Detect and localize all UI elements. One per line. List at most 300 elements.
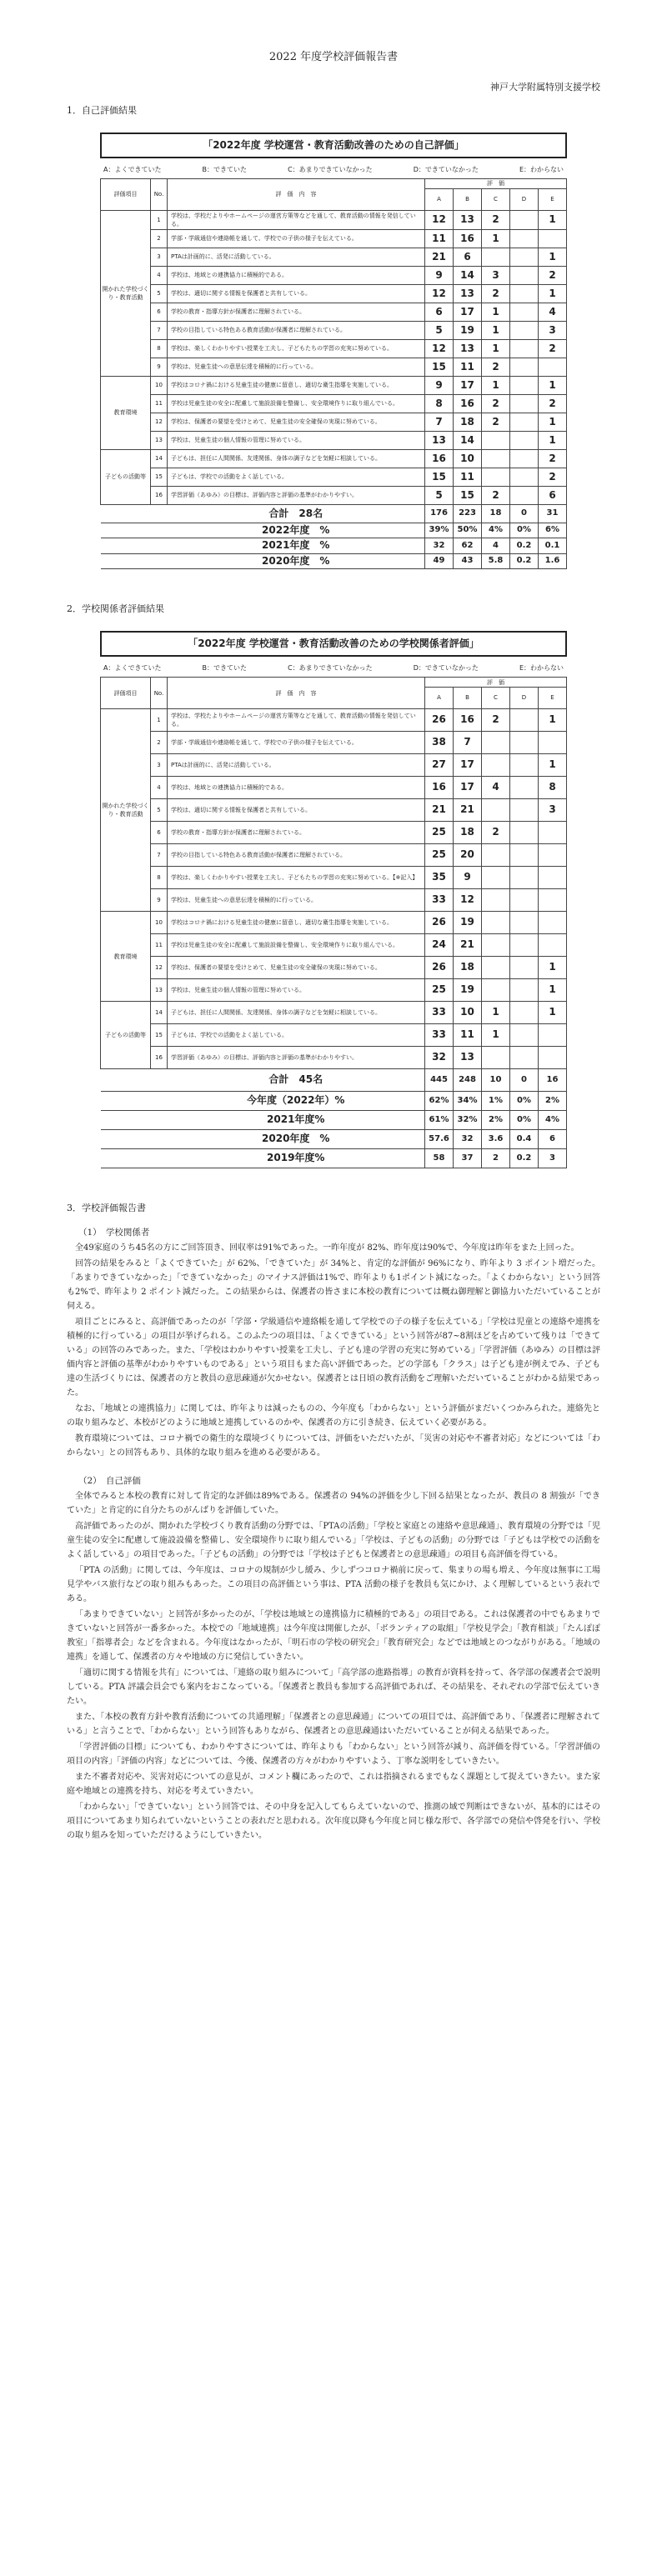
item-question: 学習評価（あゆみ）の目標は、評価内容と評価の基準がわかりやすい。 — [168, 486, 425, 504]
summary-value: 37 — [454, 1149, 482, 1168]
item-number: 14 — [151, 1002, 168, 1024]
summary-row — [101, 1069, 567, 1092]
item-value — [510, 376, 539, 394]
item-number: 2 — [151, 732, 168, 754]
summary-value: 5.8 — [482, 553, 510, 568]
summary-value: 16 — [539, 1069, 567, 1092]
item-number: 15 — [151, 468, 168, 486]
summary-value: 445 — [425, 1069, 454, 1092]
item-number: 9 — [151, 889, 168, 912]
item-value: 2 — [482, 358, 510, 376]
table-row — [101, 822, 567, 844]
header-col-b: B — [454, 188, 482, 210]
item-value: 1 — [539, 376, 567, 394]
item-value: 2 — [539, 339, 567, 358]
summary-value: 4 — [482, 538, 510, 553]
item-question: 学校は、地域との連携協力に積極的である。 — [168, 266, 425, 284]
summary-value: 248 — [454, 1069, 482, 1092]
subsection-stakeholder-heading: （1） 学校関係者 — [78, 1228, 150, 1238]
item-value: 10 — [454, 1002, 482, 1024]
summary-label: 2020年度 % — [101, 1130, 425, 1149]
item-value: 1 — [539, 1002, 567, 1024]
category-label: 子どもの活動等 — [101, 449, 151, 504]
item-number: 5 — [151, 284, 168, 303]
item-value: 17 — [454, 754, 482, 777]
item-value: 9 — [425, 376, 454, 394]
school-name: 神戸大学附属特別支援学校 — [490, 81, 600, 93]
item-value — [510, 754, 539, 777]
summary-value: 3.6 — [482, 1130, 510, 1149]
table-row — [101, 1002, 567, 1024]
item-question: 学校はコロナ禍における児童生徒の健康に留意し、適切な衛生指導を実施している。 — [168, 912, 425, 934]
item-value: 38 — [425, 732, 454, 754]
item-question: 子どもは、担任に人間関係、友達関係、身体の調子などを気軽に相談している。 — [168, 1002, 425, 1024]
item-value: 9 — [425, 266, 454, 284]
summary-value: 62 — [454, 538, 482, 553]
paragraph: 項目ごとにみると、高評価であったのが「学部・学級通信や連絡帳を通して学校での子の様子を伝えている」「学校は児童との連絡や連携を積極的に行っている」の項目が挙げられる。このふたつの項目は、「よくできている」という回答が87~8割ほどを占めていて残りは「できている」の回答のみであった。また、「学校はわかりやすい授業を工夫し、子ども達の学習の充実に努めている」「学習評価（あゆみ）の目標は評価内容と評価の基準がわかりやすいものである」という項目もまた高い評価であった。どの学部も「クラス」は子ども達が例えでみ、子ども達の生活づくりには、保護者の方と教員の意思疎通が欠かせない。保護者とは日頃の教育活動をご理解いただいていることがわかる結果であった。 — [67, 1318, 600, 1398]
table-row — [101, 799, 567, 822]
item-value: 21 — [454, 799, 482, 822]
table-row — [101, 867, 567, 889]
item-value — [482, 979, 510, 1002]
item-value: 1 — [539, 413, 567, 431]
table-row — [101, 486, 567, 504]
header-col-c: C — [482, 188, 510, 210]
category-label: 開かれた学校づくり・教育活動 — [101, 210, 151, 376]
summary-value: 1.6 — [539, 553, 567, 568]
summary-label: 2021年度% — [101, 1111, 425, 1130]
item-number: 6 — [151, 303, 168, 321]
legend-item: A：よくできていた — [103, 664, 162, 673]
item-value — [482, 431, 510, 449]
item-value: 35 — [425, 867, 454, 889]
summary-value: 39% — [425, 523, 454, 538]
legend-item: C：あまりできていなかった — [288, 166, 373, 174]
item-value: 16 — [425, 777, 454, 799]
item-number: 1 — [151, 709, 168, 732]
item-value: 17 — [454, 303, 482, 321]
item-value — [510, 777, 539, 799]
item-question: 学部・学級通信や連絡帳を通して、学校での子供の様子を伝えている。 — [168, 732, 425, 754]
legend-item: C：あまりできていなかった — [288, 664, 373, 673]
summary-label: 今年度（2022年）% — [101, 1092, 425, 1111]
item-question: 学校は児童生徒の安全に配慮して施設設備を整備し、安全環境作りに取り組んでいる。 — [168, 394, 425, 413]
summary-value: 10 — [482, 1069, 510, 1092]
item-value — [510, 1024, 539, 1047]
item-value: 21 — [425, 248, 454, 266]
legend-item: D：できていなかった — [413, 166, 479, 174]
item-value: 1 — [539, 284, 567, 303]
item-value: 12 — [425, 284, 454, 303]
item-number: 13 — [151, 431, 168, 449]
item-value: 20 — [454, 844, 482, 867]
legend-item: B：できていた — [202, 664, 248, 673]
self-report-text — [67, 1489, 600, 1843]
item-value — [539, 358, 567, 376]
paragraph: 高評価であったのが、開かれた学校づくり教育活動の分野では、「PTAの活動」「学校と家庭との連絡や意思疎通」、教育環境の分野では「児童生徒の安全に配慮して施設設備を整備し、安全環境作りに取り組んでいる」「学校は、子どもの活動」の分野では「子どもは学校での活動をよく話している」の項目であった。「子どもの活動」の分野では「学校は子どもと保護者との意思疎通」の項目も高評価を得ている。 — [67, 1522, 600, 1560]
summary-value: 2% — [539, 1092, 567, 1111]
item-value: 5 — [425, 321, 454, 339]
item-value: 33 — [425, 889, 454, 912]
item-question: 学校は、地域との連携協力に積極的である。 — [168, 777, 425, 799]
item-value: 1 — [539, 248, 567, 266]
table-row — [101, 339, 567, 358]
table-row — [101, 844, 567, 867]
legend-item: E：わからない — [519, 664, 564, 673]
table-row — [101, 709, 567, 732]
item-value — [510, 709, 539, 732]
table-row — [101, 957, 567, 979]
item-value: 17 — [454, 376, 482, 394]
item-value: 11 — [454, 358, 482, 376]
table-row — [101, 210, 567, 229]
item-number: 10 — [151, 912, 168, 934]
item-value — [510, 889, 539, 912]
paragraph: 「学習評価の目標」についても、わかりやすさについては、昨年よりも「わからない」という回答が減り、高評価を得ている。「学習評価の項目の内容」「評価の内容」などについては、今後、保護者の方々がわかりやすいよう、丁寧な説明をしていきたい。 — [67, 1743, 600, 1767]
summary-row — [101, 553, 567, 568]
header-col-d: D — [510, 188, 539, 210]
document-title: 2022 年度学校評価報告書 — [268, 51, 399, 63]
item-value — [482, 799, 510, 822]
category-label: 子どもの活動等 — [101, 1002, 151, 1069]
item-value: 12 — [454, 889, 482, 912]
summary-label: 2021年度 % — [101, 538, 425, 553]
table-row — [101, 284, 567, 303]
item-question: 学校の目指している特色ある教育活動が保護者に理解されている。 — [168, 321, 425, 339]
item-value: 3 — [539, 799, 567, 822]
item-value: 6 — [425, 303, 454, 321]
item-value: 2 — [539, 266, 567, 284]
item-question: 学習評価（あゆみ）の目標は、評価内容と評価の基準がわかりやすい。 — [168, 1047, 425, 1069]
item-value: 2 — [482, 413, 510, 431]
item-value: 5 — [425, 486, 454, 504]
header-evaluation: 評 価 — [425, 178, 567, 188]
item-value: 19 — [454, 912, 482, 934]
item-value: 11 — [454, 468, 482, 486]
item-value: 1 — [482, 1002, 510, 1024]
summary-row — [101, 538, 567, 553]
summary-value: 34% — [454, 1092, 482, 1111]
table-row — [101, 1024, 567, 1047]
category-label: 教育環境 — [101, 376, 151, 449]
summary-value: 62% — [425, 1092, 454, 1111]
item-value — [482, 934, 510, 957]
paragraph: 回答の結果をみると「よくできていた」が 62%、「できていた」が 34%と、肯定的な評価が 96%になり、昨年より 3 ポイント増だった。「あまりできていなかった」「できていなかった」のマイナス評価は1%で、昨年よりも1ポイント減になった。「よくわからない」という回答も2%で、昨年より 2 ポイント減だった。この結果からは、保護者の皆さまに本校の教育については概ね御理解と御協力いただいていることが伺える。 — [67, 1259, 600, 1312]
item-value: 12 — [425, 210, 454, 229]
item-value: 26 — [425, 957, 454, 979]
item-value: 13 — [454, 210, 482, 229]
summary-label: 2020年度 % — [101, 553, 425, 568]
item-value: 25 — [425, 979, 454, 1002]
summary-row — [101, 1130, 567, 1149]
table-row — [101, 449, 567, 468]
paragraph: 全49家庭のうち45名の方にご回答頂き、回収率は91%であった。一昨年度が 82%、昨年度は90%で、今年度は昨年をまた上回った。 — [75, 1243, 579, 1253]
item-question: 学校はコロナ禍における児童生徒の健康に留意し、適切な衛生指導を実施している。 — [168, 376, 425, 394]
item-value — [539, 229, 567, 248]
item-value: 4 — [482, 777, 510, 799]
item-value: 3 — [539, 321, 567, 339]
item-value: 24 — [425, 934, 454, 957]
item-value — [510, 339, 539, 358]
item-value: 16 — [454, 229, 482, 248]
item-question: PTAは計画的に、活発に活動している。 — [168, 248, 425, 266]
item-value: 33 — [425, 1024, 454, 1047]
item-number: 1 — [151, 210, 168, 229]
item-value — [510, 957, 539, 979]
summary-value: 58 — [425, 1149, 454, 1168]
evaluation-legend — [103, 663, 564, 673]
summary-label: 2022年度 % — [101, 523, 425, 538]
table-row — [101, 358, 567, 376]
item-value — [510, 867, 539, 889]
item-number: 7 — [151, 844, 168, 867]
summary-value: 32 — [425, 538, 454, 553]
item-number: 3 — [151, 754, 168, 777]
item-value: 10 — [454, 449, 482, 468]
item-value — [510, 284, 539, 303]
item-value — [510, 449, 539, 468]
paragraph: 「あまりできていない」と回答が多かったのが、「学校は地域との連携協力に積極的である」の項目である。これは保護者の中でもあまりできていないと回答が一番多かった。本校での「地域連携」は今年度は開催したが、「ボランティアの取組」「学校見学会」「教育相談」「たんぽぽ教室」「指導者会」などを含まれる。今年度はなかったが、「明石市の学校の研究会」「教育研究会」などでは地域とのつながりがある。「地域の連携」を通して、保護者の方々や地域の方に発信していきたい。 — [67, 1610, 600, 1663]
table-row — [101, 754, 567, 777]
paragraph: 「PTA の活動」に関しては、今年度は、コロナの規制が少し緩み、少しずつコロナ禍前に戻って、集まりの場も増え、今年度は無事に工場見学やバス旅行などの取り組みもあった。この項目の高評価という事は、PTA 活動の様子を教員も気にかけ、よく理解しているという表れである。 — [67, 1566, 600, 1604]
paragraph: 全体でみると本校の教育に対して肯定的な評価は89%である。保護者の 94%の評価を少し下回る結果となったが、教員の 8 割強が「できていた」と肯定的に自分たちのがんばりを評価していた。 — [67, 1492, 600, 1516]
item-value: 3 — [482, 266, 510, 284]
subsection-self-heading: （2） 自己評価 — [78, 1476, 141, 1487]
item-question: 学校は、児童生徒への意思伝達を積極的に行っている。 — [168, 889, 425, 912]
category-label: 教育環境 — [101, 912, 151, 1002]
item-value — [510, 468, 539, 486]
item-value: 13 — [454, 339, 482, 358]
item-question: PTAは計画的に、活発に活動している。 — [168, 754, 425, 777]
item-number: 4 — [151, 777, 168, 799]
summary-label: 合計 45名 — [101, 1069, 425, 1092]
summary-value: 6 — [539, 1130, 567, 1149]
paragraph: また、「本校の教育方針や教育活動についての共通理解」「保護者との意思疎通」についての項目では、高評価であり、「保護者に理解されている」と言うことで、「わからない」という回答もありながら、保護者との意思疎通はいただいていることが伺える結果であった。 — [67, 1713, 600, 1737]
item-value: 1 — [482, 376, 510, 394]
table-row — [101, 912, 567, 934]
item-value — [510, 321, 539, 339]
summary-value: 0 — [510, 504, 539, 523]
self-evaluation-table-block — [100, 133, 567, 569]
header-col-b: B — [454, 688, 482, 709]
item-value — [510, 732, 539, 754]
item-number: 13 — [151, 979, 168, 1002]
item-value — [510, 248, 539, 266]
item-value: 15 — [425, 358, 454, 376]
legend-item: E：わからない — [519, 166, 564, 174]
summary-value: 2 — [482, 1149, 510, 1168]
item-value: 2 — [539, 394, 567, 413]
paragraph: 教育環境については、コロナ禍での衛生的な環境づくりについては、評価をいただいたが、「災害の対応や不審者対応」などについては「わからない」との回答もあり、具体的な取り組みを進める必要がある。 — [67, 1434, 600, 1458]
table-row — [101, 248, 567, 266]
item-number: 8 — [151, 867, 168, 889]
item-value: 1 — [482, 229, 510, 248]
section1-heading: 1．自己評価結果 — [67, 104, 137, 116]
item-value — [510, 912, 539, 934]
item-question: 学校は、適切に関する情報を保護者と共有している。 — [168, 284, 425, 303]
item-number: 16 — [151, 1047, 168, 1069]
item-question: 学校の目指している特色ある教育活動が保護者に理解されている。 — [168, 844, 425, 867]
item-value — [539, 889, 567, 912]
header-category: 評価項目 — [101, 678, 151, 709]
item-value — [482, 889, 510, 912]
summary-value: 4% — [482, 523, 510, 538]
header-no: No. — [151, 178, 168, 210]
item-question: 学校は、保護者の要望を受けとめて、児童生徒の安全確保の実現に努めている。 — [168, 957, 425, 979]
item-value — [482, 957, 510, 979]
item-value: 32 — [425, 1047, 454, 1069]
item-question: 学校は、適切に関する情報を保護者と共有している。 — [168, 799, 425, 822]
item-number: 8 — [151, 339, 168, 358]
item-value: 1 — [539, 709, 567, 732]
item-value: 12 — [425, 339, 454, 358]
item-value — [539, 732, 567, 754]
item-value: 7 — [454, 732, 482, 754]
paragraph: 「適切に関する情報を共有」については、「連絡の取り組みについて」「高学部の進路指導」の教育が資料を持って、各学部の保護者会で説明している。PTA 評議会員会でも案内をおこなっている。「保護者と教員も参加する高評価であれば、その結果を、それぞれの学部で伝えていきたい。 — [67, 1668, 600, 1707]
item-question: 学部・学級通信や連絡帳を通して、学校での子供の様子を伝えている。 — [168, 229, 425, 248]
summary-value: 6% — [539, 523, 567, 538]
header-col-c: C — [482, 688, 510, 709]
item-value — [482, 449, 510, 468]
item-value: 15 — [454, 486, 482, 504]
summary-value: 32% — [454, 1111, 482, 1130]
item-number: 4 — [151, 266, 168, 284]
item-value: 25 — [425, 844, 454, 867]
table-row — [101, 376, 567, 394]
item-question: 学校は、学校たよりやホームページの運営方策等などを通して、教育活動の情報を発信している。 — [168, 709, 425, 732]
summary-value: 0.4 — [510, 1130, 539, 1149]
summary-value: 176 — [425, 504, 454, 523]
item-value: 18 — [454, 413, 482, 431]
item-value: 21 — [425, 799, 454, 822]
item-value — [539, 822, 567, 844]
legend-item: B：できていた — [202, 166, 248, 174]
item-value: 18 — [454, 957, 482, 979]
stakeholder-evaluation-table — [100, 677, 567, 1168]
item-value — [510, 358, 539, 376]
item-value: 2 — [539, 468, 567, 486]
item-number: 5 — [151, 799, 168, 822]
summary-value: 57.6 — [425, 1130, 454, 1149]
item-question: 学校は、楽しくわかりやすい授業を工夫し、子どもたちの学習の充実に努めている。 — [168, 339, 425, 358]
item-value — [539, 1047, 567, 1069]
item-value: 26 — [425, 912, 454, 934]
item-value: 2 — [482, 486, 510, 504]
stakeholder-evaluation-title: 「2022年度 学校運営・教育活動改善のための学校関係者評価」 — [100, 631, 567, 657]
item-number: 11 — [151, 934, 168, 957]
item-value: 7 — [425, 413, 454, 431]
item-question: 子どもは、担任に人間関係、友達関係、身体の調子などを気軽に相談している。 — [168, 449, 425, 468]
item-value: 13 — [454, 284, 482, 303]
item-number: 14 — [151, 449, 168, 468]
paragraph: また不審者対応や、災害対応についての意見が、コメント欄にあったので、これは指摘されるまでもなく課題として捉えていきたい。また家庭や地域との連携を持ち、対応を考えていきたい。 — [67, 1773, 600, 1797]
item-value: 27 — [425, 754, 454, 777]
item-value: 1 — [482, 339, 510, 358]
header-content: 評 価 内 容 — [168, 178, 425, 210]
item-value — [482, 468, 510, 486]
item-value — [510, 844, 539, 867]
table-row — [101, 413, 567, 431]
table-row — [101, 979, 567, 1002]
header-evaluation: 評 価 — [425, 678, 567, 688]
summary-value: 0.1 — [539, 538, 567, 553]
header-no: No. — [151, 678, 168, 709]
summary-value: 0% — [510, 1092, 539, 1111]
summary-value: 2% — [482, 1111, 510, 1130]
summary-row — [101, 523, 567, 538]
item-question: 学校は、児童生徒の個人情報の管理に努めている。 — [168, 979, 425, 1002]
item-number: 10 — [151, 376, 168, 394]
item-value: 2 — [482, 210, 510, 229]
legend-item: D：できていなかった — [413, 664, 479, 673]
header-col-a: A — [425, 188, 454, 210]
item-value — [510, 979, 539, 1002]
item-value — [482, 1047, 510, 1069]
item-value: 9 — [454, 867, 482, 889]
item-value: 19 — [454, 321, 482, 339]
summary-value: 32 — [454, 1130, 482, 1149]
header-category: 評価項目 — [101, 178, 151, 210]
item-value — [482, 912, 510, 934]
item-value: 4 — [539, 303, 567, 321]
summary-row — [101, 1111, 567, 1130]
item-number: 2 — [151, 229, 168, 248]
summary-value: 43 — [454, 553, 482, 568]
item-value — [539, 912, 567, 934]
table-row — [101, 1047, 567, 1069]
item-value: 1 — [539, 431, 567, 449]
header-col-d: D — [510, 688, 539, 709]
summary-label: 合計 28名 — [101, 504, 425, 523]
item-number: 12 — [151, 413, 168, 431]
item-value — [510, 229, 539, 248]
table-row — [101, 266, 567, 284]
item-number: 6 — [151, 822, 168, 844]
item-value: 1 — [539, 957, 567, 979]
item-value — [510, 822, 539, 844]
item-value: 1 — [482, 321, 510, 339]
item-value — [539, 867, 567, 889]
item-value: 14 — [454, 266, 482, 284]
table-row — [101, 303, 567, 321]
item-question: 学校は、学校だよりやホームページの運営方策等などを通して、教育活動の情報を発信している。 — [168, 210, 425, 229]
stakeholder-report-text — [67, 1241, 600, 1460]
item-value — [510, 1002, 539, 1024]
item-value — [482, 867, 510, 889]
item-value: 1 — [482, 1024, 510, 1047]
stakeholder-evaluation-table-block — [100, 631, 567, 1168]
item-number: 7 — [151, 321, 168, 339]
summary-row — [101, 1092, 567, 1111]
item-question: 学校の教育・指導方針が保護者に理解されている。 — [168, 822, 425, 844]
item-value: 8 — [539, 777, 567, 799]
item-number: 15 — [151, 1024, 168, 1047]
item-value — [482, 844, 510, 867]
summary-value: 0.2 — [510, 553, 539, 568]
item-value: 13 — [425, 431, 454, 449]
item-value — [510, 486, 539, 504]
summary-row — [101, 504, 567, 523]
table-row — [101, 229, 567, 248]
item-value: 11 — [454, 1024, 482, 1047]
summary-value: 0.2 — [510, 1149, 539, 1168]
section3-heading: 3．学校評価報告書 — [67, 1203, 146, 1214]
item-value — [510, 1047, 539, 1069]
summary-value: 50% — [454, 523, 482, 538]
item-value — [510, 394, 539, 413]
item-value: 8 — [425, 394, 454, 413]
self-evaluation-table — [100, 178, 567, 569]
